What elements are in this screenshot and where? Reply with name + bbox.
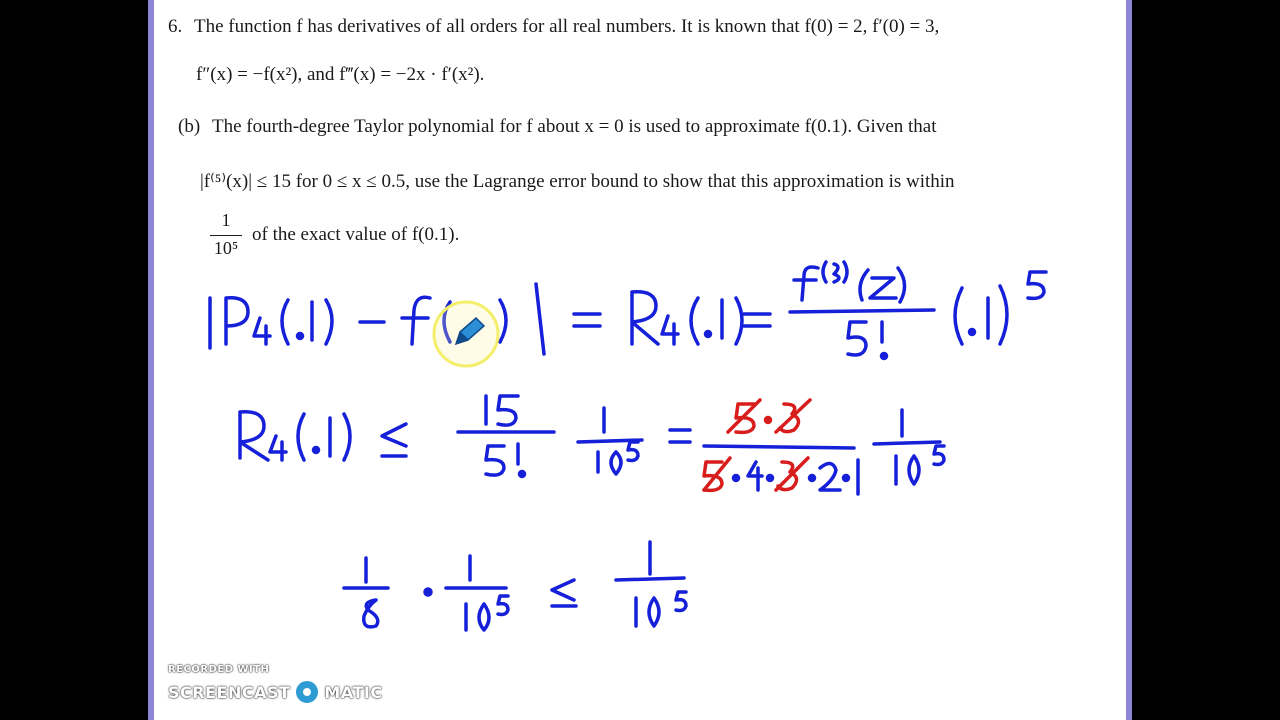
paren-open-3 xyxy=(691,298,698,344)
part-text-3: of the exact value of f(0.1). xyxy=(252,224,460,245)
fraction-numerator: 1 xyxy=(221,210,231,230)
fraction-denominator: 10⁵ xyxy=(213,238,239,258)
abs-bar-right xyxy=(536,284,544,354)
paren-open xyxy=(282,300,288,344)
watermark-recorded: RECORDED WITH xyxy=(168,664,270,675)
right-border xyxy=(1126,0,1132,720)
paren-close-2 xyxy=(500,300,506,342)
numerator-f5z xyxy=(794,262,905,302)
paren-close-3 xyxy=(736,298,742,344)
worksheet-page xyxy=(154,0,1126,720)
problem-line2: f″(x) = −f(x²), and f‴(x) = −2x · f′(x²). xyxy=(196,64,485,85)
problem-number: 6. xyxy=(168,16,183,37)
letter-P xyxy=(226,298,248,344)
problem-intro: The function f has derivatives of all orders for all real numbers. It is known that f(0) = 2, f′(0) = 3, xyxy=(194,16,940,37)
cursor-highlight xyxy=(434,302,498,366)
subscript-4b xyxy=(662,316,678,344)
screencast-logo-icon xyxy=(294,679,320,705)
exponent-5 xyxy=(1028,272,1046,298)
handwritten-work xyxy=(154,0,1126,720)
paren-close xyxy=(326,300,332,344)
part-label: (b) xyxy=(178,116,201,137)
equals-1 xyxy=(574,314,600,326)
part-text-2: |f⁽⁵⁾(x)| ≤ 15 for 0 ≤ x ≤ 0.5, use the Lagrange error bound to show that this approximation is within xyxy=(200,171,955,192)
equals-3 xyxy=(670,430,690,442)
frac-15 xyxy=(486,396,518,425)
watermark-left: SCREENCAST xyxy=(168,682,291,702)
watermark-right: MATIC xyxy=(324,682,383,702)
denominator-5 xyxy=(848,322,866,355)
decimal-point xyxy=(298,334,303,339)
leq-2 xyxy=(552,580,576,606)
frac-bar-1 xyxy=(790,310,934,312)
subscript-4 xyxy=(254,318,270,344)
letter-R xyxy=(632,292,658,344)
letter-R-2 xyxy=(240,412,268,460)
screencast-watermark xyxy=(168,664,383,705)
letter-f xyxy=(402,297,430,344)
leq-1 xyxy=(382,424,406,456)
paren-close-4 xyxy=(1000,286,1007,344)
paren-open-4 xyxy=(955,288,962,344)
part-text-1: The fourth-degree Taylor polynomial for f about x = 0 is used to approximate f(0.1). Given that xyxy=(212,116,937,137)
equals-2 xyxy=(744,314,770,326)
